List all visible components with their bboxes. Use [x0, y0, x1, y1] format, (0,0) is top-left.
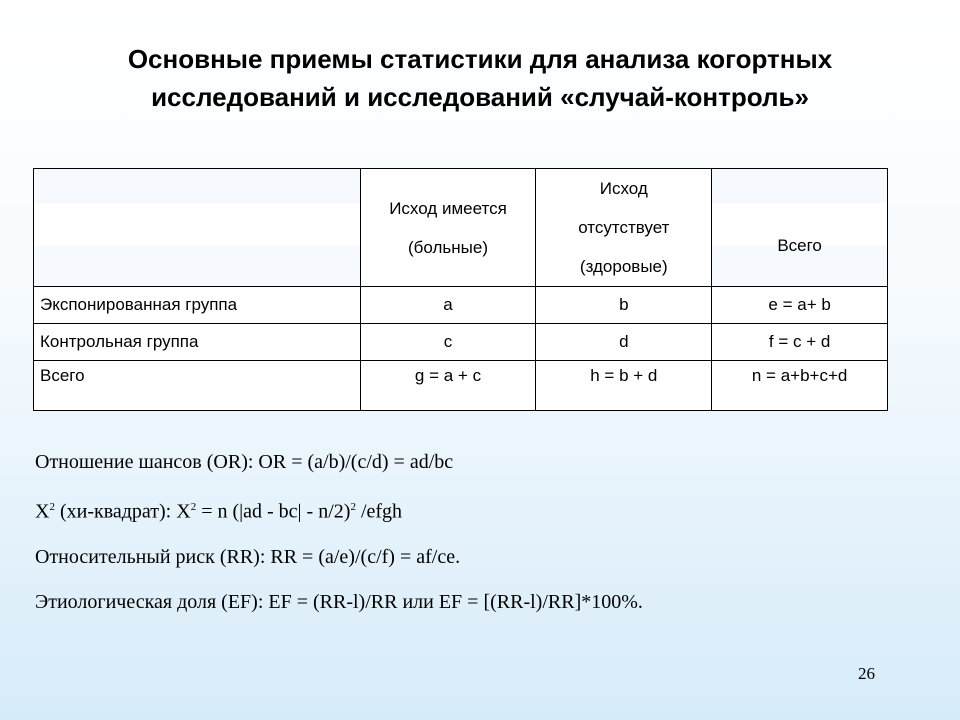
table-row — [34, 287, 888, 324]
formula-relative-risk: Относительный риск (RR): RR = (a/e)/(c/f) = af/ce. — [35, 545, 461, 568]
header-outcome-absent-line2: отсутствует — [578, 218, 670, 237]
cell-h: h = b + d — [536, 361, 712, 411]
row-label-total: Всего — [34, 361, 361, 411]
table-row — [34, 361, 888, 411]
page-number: 26 — [858, 664, 875, 683]
header-outcome-absent — [536, 169, 712, 287]
cell-g: g = a + c — [360, 361, 536, 411]
chi-suffix: /efgh — [355, 500, 403, 523]
row-label-exposed: Экспонированная группа — [34, 287, 361, 324]
chi-superscript-2: 2 — [190, 501, 197, 513]
header-outcome-present — [360, 169, 536, 287]
formula-etiologic-fraction: Этиологическая доля (EF): EF = (RR-l)/RR или EF = [(RR-l)/RR]*100%. — [35, 590, 643, 613]
header-outcome-absent-line3: (здоровые) — [579, 257, 668, 276]
cell-d: d — [536, 324, 712, 361]
header-total-label: Всего — [777, 235, 822, 255]
cell-n: n = a+b+c+d — [712, 361, 888, 411]
table-row — [34, 324, 888, 361]
formula-chi-square — [35, 485, 643, 535]
header-total — [712, 169, 888, 287]
chi-superscript-1: 2 — [49, 501, 55, 513]
row-label-control: Контрольная группа — [34, 324, 361, 361]
formulas-block — [35, 440, 643, 625]
header-outcome-present-line2: (больные) — [408, 237, 488, 257]
cell-c: c — [360, 324, 536, 361]
cell-b: b — [536, 287, 712, 324]
cell-f: f = c + d — [712, 324, 888, 361]
slide-title — [40, 40, 920, 116]
header-outcome-present-line1: Исход имеется — [389, 198, 507, 218]
header-empty-cell — [34, 169, 361, 287]
chi-prefix: Х — [35, 500, 50, 523]
header-outcome-absent-line1: Исход — [599, 179, 648, 198]
chi-superscript-3: 2 — [350, 501, 356, 513]
title-line-1: Основные приемы статистики для анализа когортных — [127, 44, 833, 74]
cell-e: e = a+ b — [712, 287, 888, 324]
title-line-2: исследований и исследований «случай-контроль» — [151, 82, 809, 112]
table-header-row — [34, 169, 888, 287]
chi-mid: (хи-квадрат): Х — [54, 500, 191, 523]
cell-a: a — [360, 287, 536, 324]
contingency-table — [33, 168, 888, 411]
chi-mid2: = n (|ad - bc| - n/2) — [196, 500, 351, 523]
formula-odds-ratio: Отношение шансов (OR): OR = (a/b)/(c/d) = ad/bc — [35, 451, 454, 473]
